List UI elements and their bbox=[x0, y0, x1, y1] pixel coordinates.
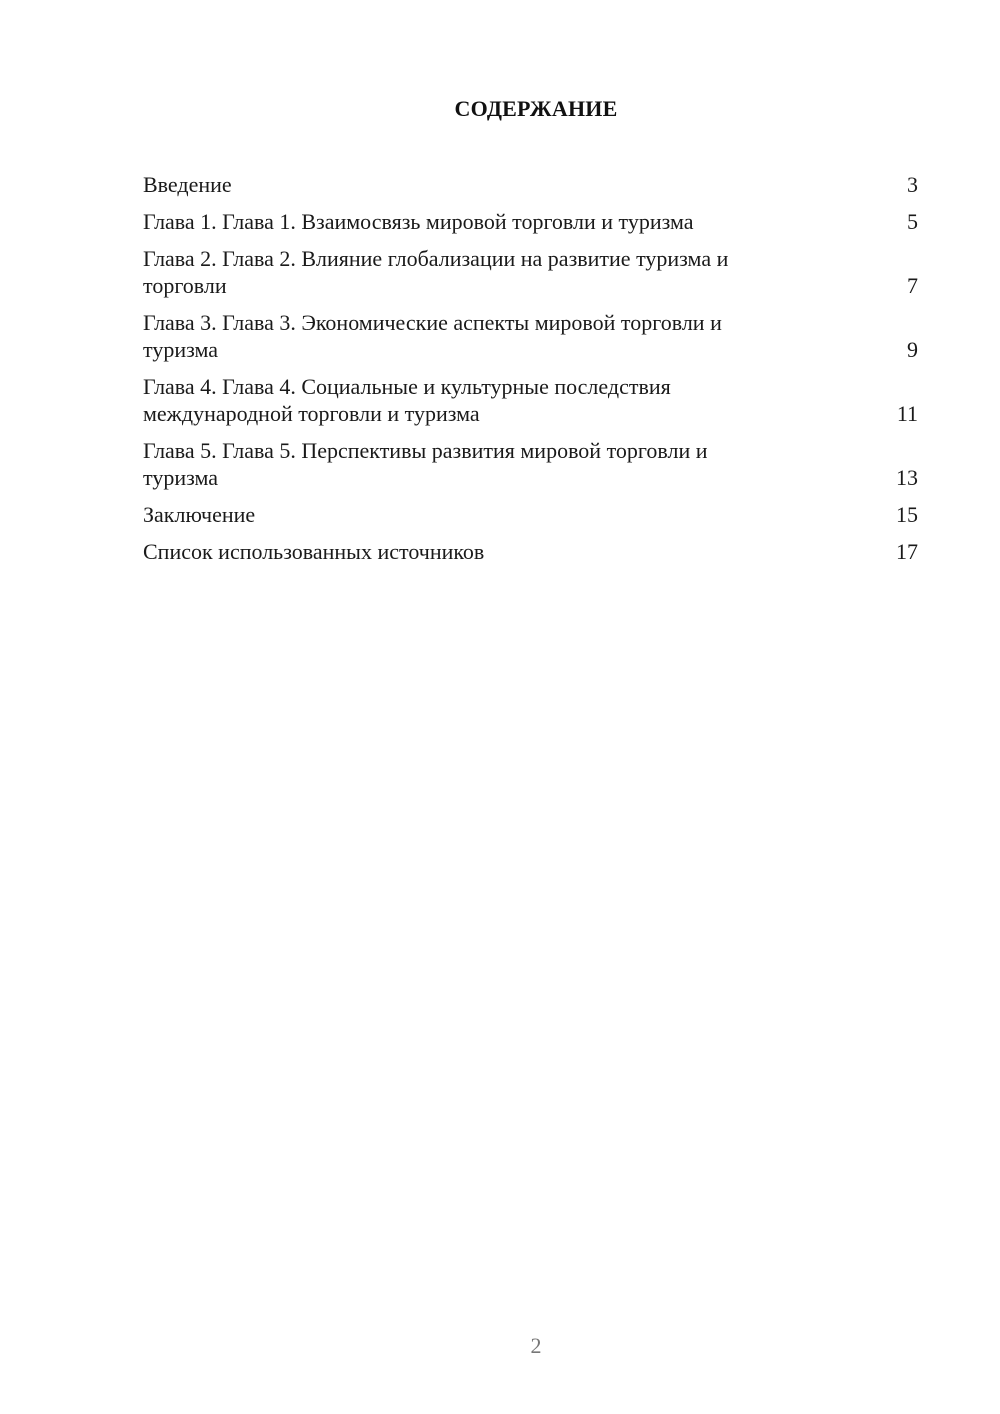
toc-entry-title: Заключение bbox=[143, 502, 256, 527]
toc-entry-page: 11 bbox=[896, 401, 918, 426]
toc-entry-page: 9 bbox=[907, 337, 918, 362]
toc-entry-conclusion bbox=[143, 501, 918, 528]
toc-entry-title: Список использованных источников bbox=[143, 539, 485, 564]
toc-entry-page: 13 bbox=[896, 465, 918, 490]
toc-entry-title: Глава 5. Глава 5. Перспективы развития мировой торговли и туризма bbox=[143, 438, 708, 490]
toc-entry-title: Глава 1. Глава 1. Взаимосвязь мировой торговли и туризма bbox=[143, 209, 694, 234]
toc-entry-page: 15 bbox=[896, 502, 918, 527]
toc-entry-chapter-5 bbox=[143, 437, 918, 491]
toc-entry-page: 5 bbox=[907, 209, 918, 234]
page-title: СОДЕРЖАНИЕ bbox=[454, 96, 618, 121]
toc-entry-page: 3 bbox=[907, 172, 918, 197]
toc-entry-page: 7 bbox=[907, 273, 918, 298]
toc-entry-introduction bbox=[143, 171, 918, 198]
toc-entry-title: Глава 4. Глава 4. Социальные и культурные последствия международной торговли и туризма bbox=[143, 374, 671, 426]
toc-entry-references bbox=[143, 538, 918, 565]
toc-entry-chapter-3 bbox=[143, 309, 918, 363]
page-number: 2 bbox=[530, 1333, 542, 1358]
toc-entry-page: 17 bbox=[896, 539, 918, 564]
toc-entry-title: Введение bbox=[143, 172, 232, 197]
table-of-contents bbox=[143, 171, 918, 575]
toc-entry-chapter-2 bbox=[143, 245, 918, 299]
toc-entry-title: Глава 3. Глава 3. Экономические аспекты мировой торговли и туризма bbox=[143, 310, 722, 362]
toc-entry-chapter-4 bbox=[143, 373, 918, 427]
toc-entry-chapter-1 bbox=[143, 208, 918, 235]
toc-entry-title: Глава 2. Глава 2. Влияние глобализации на развитие туризма и торговли bbox=[143, 246, 729, 298]
